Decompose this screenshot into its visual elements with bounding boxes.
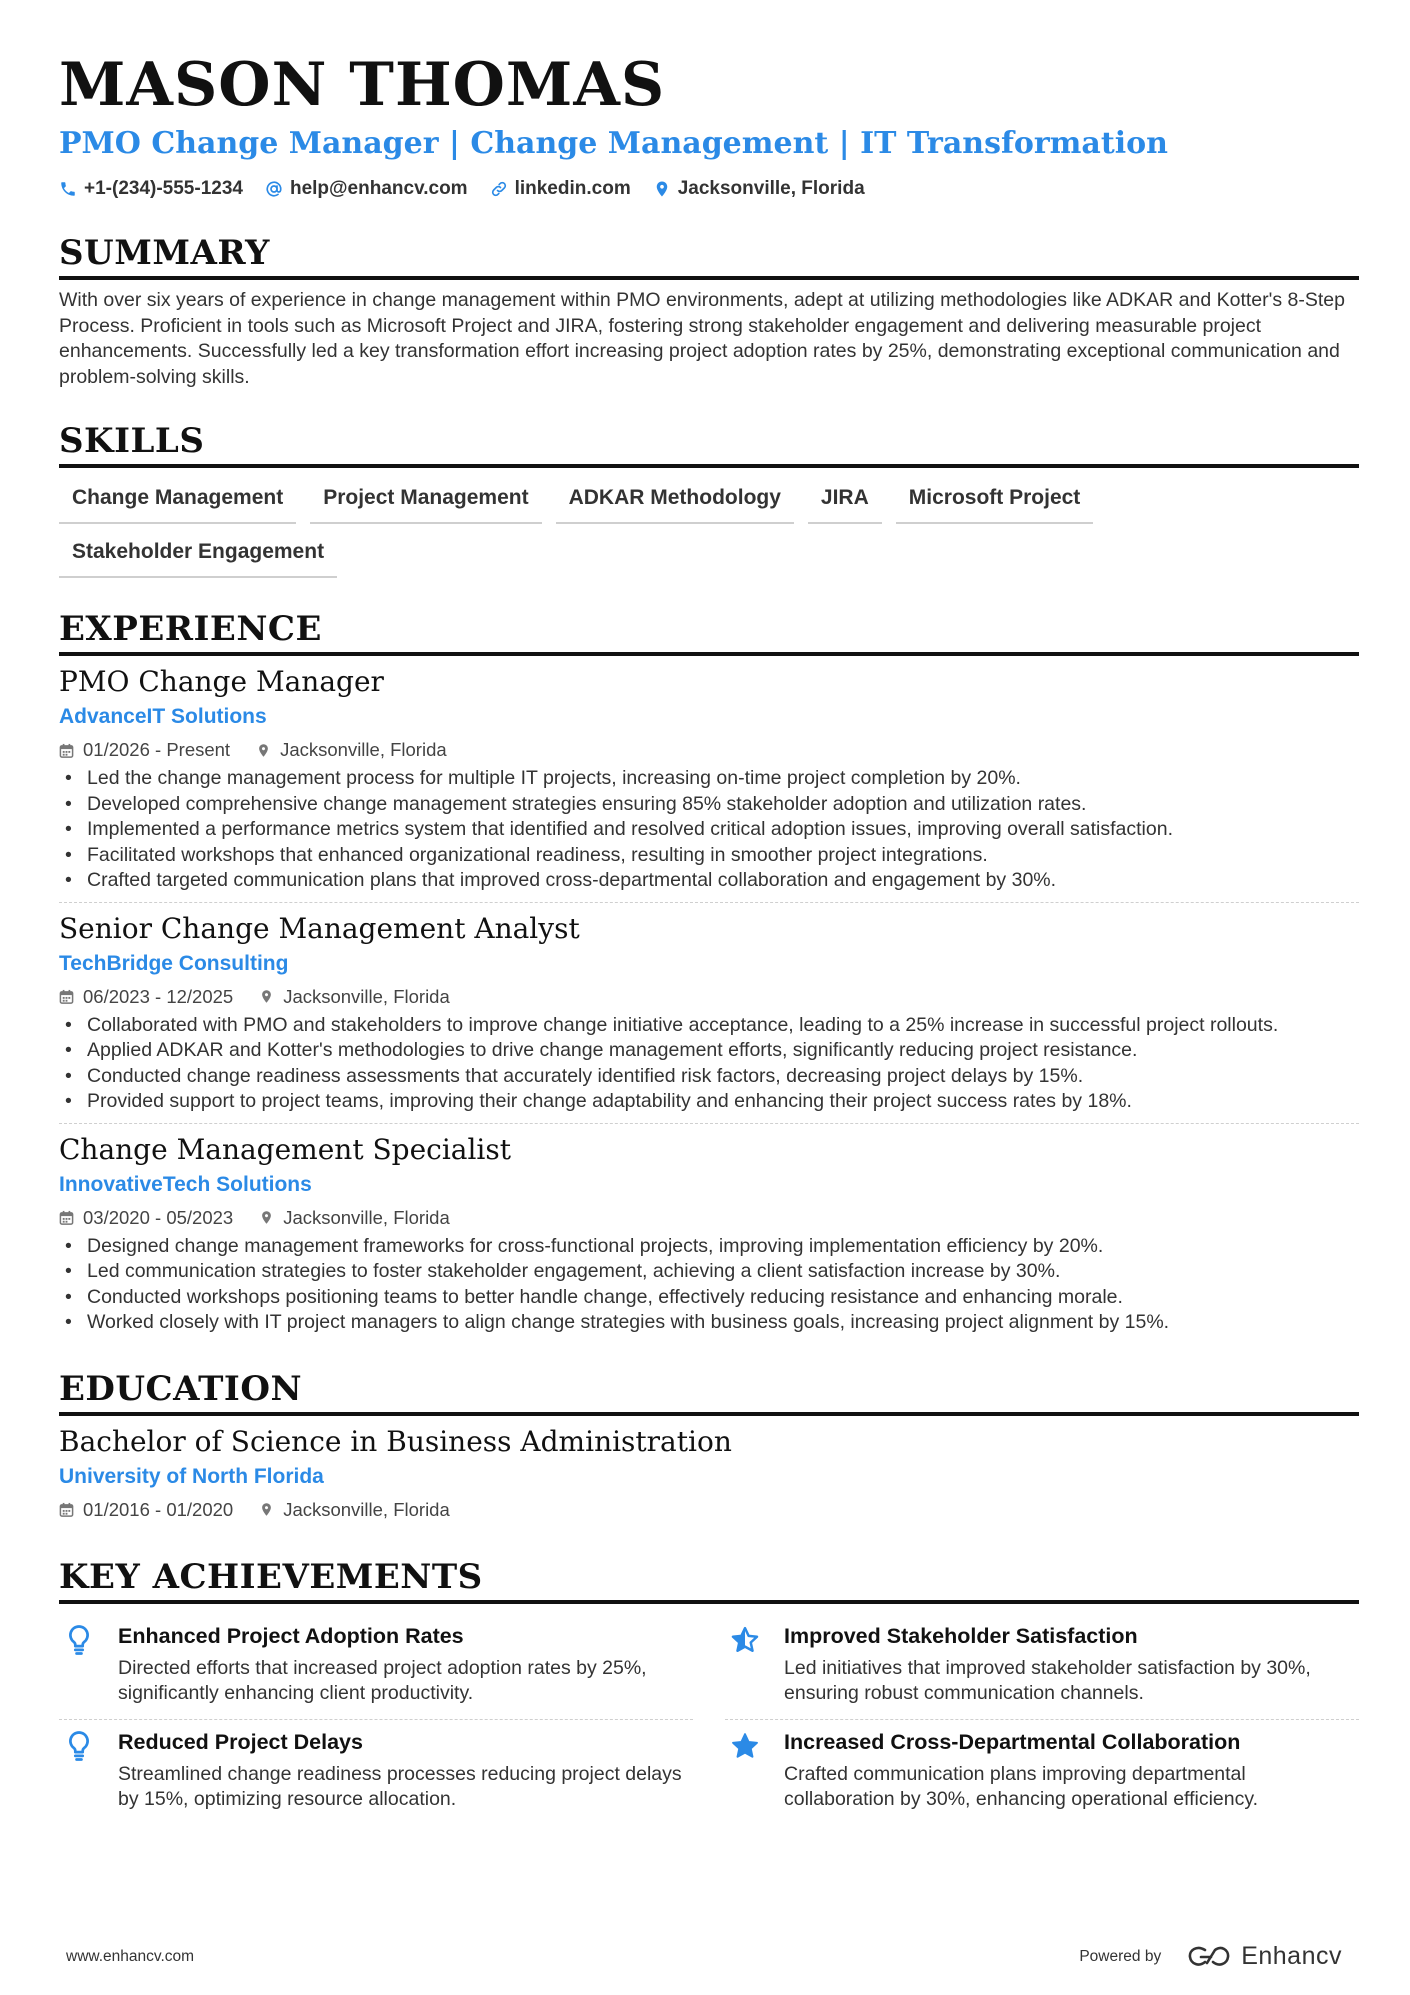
job-bullet: • Led the change management process for multiple IT projects, increasing on-time project completion by 20%. xyxy=(59,766,1359,792)
achievement-description: Directed efforts that increased project adoption rates by 25%, significantly enhancing client productivity. xyxy=(118,1656,647,1704)
education-location-text: Jacksonville, Florida xyxy=(283,1498,450,1520)
job-location xyxy=(256,738,447,762)
achievement-title: Increased Cross-Departmental Collaboration xyxy=(784,1729,1241,1754)
summary-section xyxy=(59,232,1359,390)
location-pin-icon xyxy=(259,989,274,1004)
job-title: PMO Change Manager xyxy=(59,665,384,698)
experience-entry xyxy=(59,664,1359,903)
job-bullet: • Designed change management frameworks for cross-functional projects, improving implementation efficiency by 20%. xyxy=(59,1234,1359,1260)
achievements-grid xyxy=(59,1614,1359,1825)
job-bullet: • Crafted targeted communication plans that improved cross-departmental collaboration and engagement by 30%. xyxy=(59,868,1359,894)
resume-page xyxy=(59,50,1359,1825)
job-bullet: • Worked closely with IT project managers to align change strategies with business goals, increasing project alignment by 15%. xyxy=(59,1310,1359,1336)
skill-tag: Project Management xyxy=(310,476,541,524)
enhancv-logo-icon xyxy=(1187,1946,1233,1968)
job-dates xyxy=(59,985,233,1009)
job-bullet: • Conducted workshops positioning teams to better handle change, effectively reducing resistance and enhancing morale. xyxy=(59,1285,1359,1311)
experience-entry xyxy=(59,911,1359,1124)
contact-email[interactable] xyxy=(265,178,468,200)
experience-section xyxy=(59,608,1359,1344)
skill-tag: ADKAR Methodology xyxy=(556,476,794,524)
skills-heading: SKILLS xyxy=(59,420,1359,468)
job-dates xyxy=(59,738,230,762)
skill-tag: Stakeholder Engagement xyxy=(59,530,337,578)
achievement-title: Improved Stakeholder Satisfaction xyxy=(784,1623,1138,1648)
job-meta xyxy=(59,738,1359,762)
calendar-icon xyxy=(59,1210,74,1225)
job-location-text: Jacksonville, Florida xyxy=(283,1206,450,1228)
brand-name: Enhancv xyxy=(1241,1942,1342,1970)
contact-linkedin-text: linkedin.com xyxy=(514,178,631,199)
link-icon xyxy=(490,180,508,198)
achievement-item xyxy=(59,1614,693,1720)
contact-location-text: Jacksonville, Florida xyxy=(677,178,865,199)
education-entry xyxy=(59,1424,1359,1530)
job-bullet: • Conducted change readiness assessments that accurately identified risk factors, decreasing project delays by 15%. xyxy=(59,1064,1359,1090)
contact-bar xyxy=(59,178,1359,200)
achievement-item xyxy=(725,1614,1359,1720)
job-dates-text: 01/2026 - Present xyxy=(83,739,231,760)
lightbulb-icon xyxy=(64,1624,94,1656)
job-bullet: • Collaborated with PMO and stakeholders to improve change initiative acceptance, leading to a 25% increase in successful project rollouts. xyxy=(59,1013,1359,1039)
company-name: AdvanceIT Solutions xyxy=(59,705,267,728)
job-bullet: • Provided support to project teams, improving their change adaptability and enhancing their project success rates by 18%. xyxy=(59,1089,1359,1115)
at-icon xyxy=(265,180,283,198)
degree-title: Bachelor of Science in Business Administration xyxy=(59,1424,732,1458)
skills-list xyxy=(59,476,1359,584)
location-pin-icon xyxy=(653,180,671,198)
job-meta xyxy=(59,985,1359,1009)
phone-icon xyxy=(59,180,77,198)
job-bullet: • Implemented a performance metrics system that identified and resolved critical adoption issues, improving overall satisfaction. xyxy=(59,817,1359,843)
candidate-name: MASON THOMAS xyxy=(59,50,666,120)
achievement-item xyxy=(725,1720,1359,1825)
job-title: Senior Change Management Analyst xyxy=(59,911,580,945)
star-outline-icon xyxy=(730,1624,760,1656)
job-title: Change Management Specialist xyxy=(59,1132,512,1166)
footer-website-link[interactable]: www.enhancv.com xyxy=(66,1947,195,1965)
job-location xyxy=(259,985,450,1009)
company-name: InnovativeTech Solutions xyxy=(59,1172,312,1196)
job-bullet: • Facilitated workshops that enhanced organizational readiness, resulting in smoother project integrations. xyxy=(59,843,1359,869)
achievement-description: Streamlined change readiness processes reducing project delays by 15%, optimizing resource allocation. xyxy=(118,1762,682,1810)
resume-header xyxy=(59,50,1359,200)
job-bullet: • Developed comprehensive change management strategies ensuring 85% stakeholder adoption and utilization rates. xyxy=(59,792,1359,818)
skills-section xyxy=(59,420,1359,584)
education-dates-text: 01/2016 - 01/2020 xyxy=(83,1498,234,1520)
job-bullets xyxy=(59,766,1359,894)
location-pin-icon xyxy=(259,1210,274,1225)
job-bullet: • Led communication strategies to foster stakeholder engagement, achieving a client satisfaction increase by 30%. xyxy=(59,1259,1359,1285)
contact-email-text: help@enhancv.com xyxy=(289,178,468,199)
powered-by-label: Powered by xyxy=(1079,1947,1162,1965)
summary-text: With over six years of experience in change management within PMO environments, adept at utilizing methodologies like ADKAR and Kotter's 8-Step Process. Proficient in tools such as Microsoft Project and JIRA, fostering strong stakeholder engagement and delivering measurable project enhancements. Successfully led a key transformation effort increasing project adoption rates by 25%, demonstrating exceptional communication and problem-solving skills. xyxy=(59,289,1345,388)
location-pin-icon xyxy=(256,743,271,758)
star-filled-icon xyxy=(730,1730,760,1762)
job-bullets xyxy=(59,1234,1359,1336)
education-location xyxy=(259,1498,450,1522)
education-heading: EDUCATION xyxy=(59,1368,1359,1416)
education-meta xyxy=(59,1498,1359,1522)
location-pin-icon xyxy=(259,1502,274,1517)
school-name: University of North Florida xyxy=(59,1464,324,1488)
page-footer xyxy=(66,1942,1342,1971)
achievement-title: Reduced Project Delays xyxy=(118,1729,363,1754)
job-meta xyxy=(59,1206,1359,1230)
contact-phone[interactable] xyxy=(59,178,243,200)
skill-tag: JIRA xyxy=(808,476,882,524)
summary-heading: SUMMARY xyxy=(59,232,1359,280)
skill-tag: Microsoft Project xyxy=(896,476,1094,524)
achievement-description: Crafted communication plans improving departmental collaboration by 30%, enhancing operational efficiency. xyxy=(784,1762,1259,1810)
job-location-text: Jacksonville, Florida xyxy=(283,985,450,1007)
job-location xyxy=(259,1206,450,1230)
achievement-item xyxy=(59,1720,693,1825)
job-location-text: Jacksonville, Florida xyxy=(280,739,447,760)
calendar-icon xyxy=(59,989,74,1004)
achievements-section xyxy=(59,1556,1359,1825)
job-dates-text: 06/2023 - 12/2025 xyxy=(83,985,234,1007)
contact-linkedin[interactable] xyxy=(490,178,631,200)
job-dates xyxy=(59,1206,233,1230)
job-dates-text: 03/2020 - 05/2023 xyxy=(83,1206,234,1228)
job-bullets xyxy=(59,1013,1359,1115)
lightbulb-icon xyxy=(64,1730,94,1762)
achievement-description: Led initiatives that improved stakeholder satisfaction by 30%, ensuring robust communication channels. xyxy=(784,1656,1311,1704)
experience-entry xyxy=(59,1132,1359,1344)
education-dates xyxy=(59,1498,233,1522)
achievements-heading: KEY ACHIEVEMENTS xyxy=(59,1556,1359,1604)
calendar-icon xyxy=(59,1502,74,1517)
experience-heading: EXPERIENCE xyxy=(59,608,1359,656)
education-section xyxy=(59,1368,1359,1530)
company-name: TechBridge Consulting xyxy=(59,951,289,975)
job-bullet: • Applied ADKAR and Kotter's methodologies to drive change management efforts, significantly reducing project resistance. xyxy=(59,1038,1359,1064)
skill-tag: Change Management xyxy=(59,476,296,524)
calendar-icon xyxy=(59,743,74,758)
contact-phone-text: +1-(234)-555-1234 xyxy=(84,178,243,199)
contact-location xyxy=(653,178,865,200)
footer-brand[interactable] xyxy=(1079,1942,1342,1971)
achievement-title: Enhanced Project Adoption Rates xyxy=(118,1623,464,1648)
candidate-headline: PMO Change Manager | Change Management | IT Transformation xyxy=(59,126,1168,161)
